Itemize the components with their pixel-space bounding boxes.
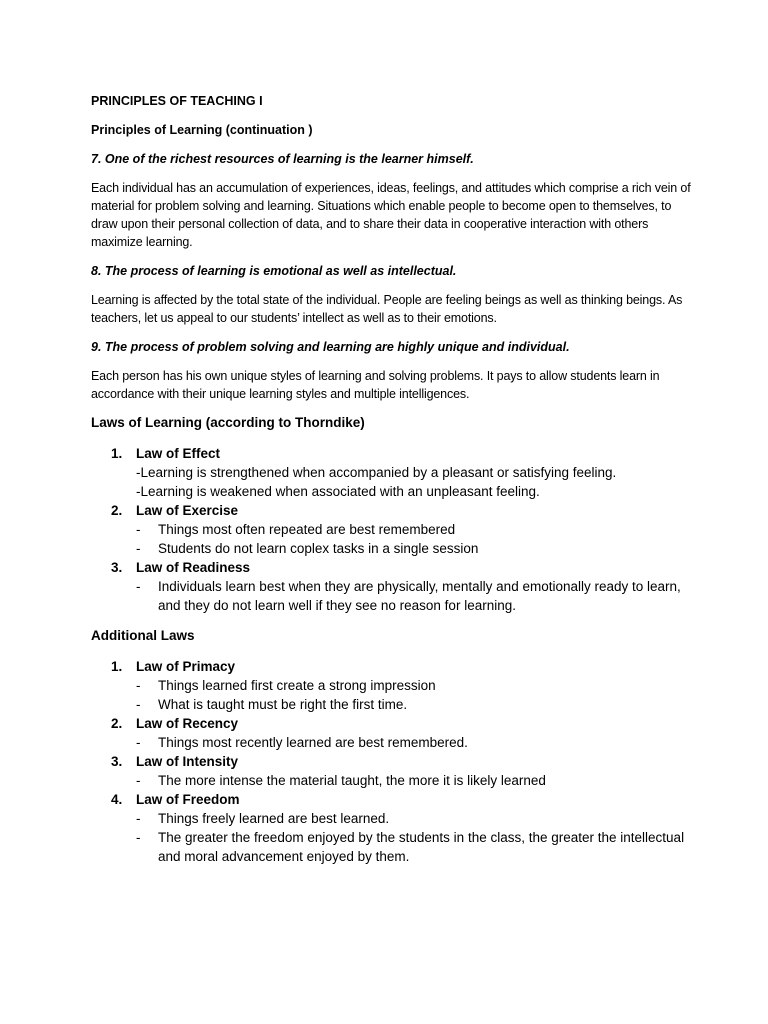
law-name: Law of Recency bbox=[136, 716, 239, 731]
list-item bbox=[136, 733, 691, 752]
list-item bbox=[136, 809, 691, 828]
principle-8 bbox=[91, 262, 691, 327]
law-of-primacy bbox=[91, 657, 691, 714]
law-number: 3. bbox=[111, 754, 123, 769]
law-of-exercise bbox=[91, 501, 691, 558]
dash-bullet: - bbox=[136, 579, 141, 594]
laws-of-learning-heading: Laws of Learning (according to Thorndike) bbox=[91, 415, 365, 430]
law-items bbox=[136, 733, 691, 752]
list-item bbox=[136, 695, 691, 714]
list-item bbox=[136, 828, 691, 866]
principle-body: Learning is affected by the total state of the individual. People are feeling beings as well as thinking beings. As teachers, let us appeal to our students’ intellect as well as to their emotions. bbox=[91, 293, 683, 325]
principle-body: Each individual has an accumulation of experiences, ideas, feelings, and attitudes which comprise a rich vein of material for problem solving and learning. Situations which enable people to become open to themselves, to draw upon their personal collection of data, and to share their data in cooperative interaction with others maximize learning. bbox=[91, 181, 691, 249]
law-of-recency bbox=[91, 714, 691, 752]
list-item-text: Individuals learn best when they are physically, mentally and emotionally ready to learn, and they do not learn well if they see no reason for learning. bbox=[158, 579, 681, 613]
list-item-text: Things freely learned are best learned. bbox=[158, 811, 390, 826]
list-item-text: Things most recently learned are best remembered. bbox=[158, 735, 468, 750]
additional-laws-list bbox=[91, 657, 691, 866]
list-item-text: Things most often repeated are best remembered bbox=[158, 522, 456, 537]
law-number: 1. bbox=[111, 446, 123, 461]
law-line: -Learning is weakened when associated with an unpleasant feeling. bbox=[136, 484, 540, 499]
principle-heading: 9. The process of problem solving and learning are highly unique and individual. bbox=[91, 340, 570, 354]
list-item bbox=[136, 577, 691, 615]
law-of-readiness bbox=[91, 558, 691, 615]
document-subtitle: Principles of Learning (continuation ) bbox=[91, 123, 313, 137]
list-item bbox=[136, 771, 691, 790]
law-items bbox=[136, 771, 691, 790]
law-number: 2. bbox=[111, 503, 123, 518]
dash-bullet: - bbox=[136, 773, 141, 788]
laws-of-learning-list bbox=[91, 444, 691, 615]
principle-7 bbox=[91, 150, 691, 251]
law-number: 4. bbox=[111, 792, 123, 807]
dash-bullet: - bbox=[136, 830, 141, 845]
law-number: 1. bbox=[111, 659, 123, 674]
law-name: Law of Readiness bbox=[136, 560, 251, 575]
law-name: Law of Exercise bbox=[136, 503, 239, 518]
dash-bullet: - bbox=[136, 697, 141, 712]
list-item-text: What is taught must be right the first time. bbox=[158, 697, 408, 712]
law-number: 2. bbox=[111, 716, 123, 731]
law-of-effect bbox=[91, 444, 691, 501]
law-items bbox=[136, 577, 691, 615]
document-title: PRINCIPLES OF TEACHING I bbox=[91, 94, 263, 108]
list-item-text: Students do not learn coplex tasks in a single session bbox=[158, 541, 479, 556]
principle-heading: 7. One of the richest resources of learning is the learner himself. bbox=[91, 152, 474, 166]
dash-bullet: - bbox=[136, 541, 141, 556]
dash-bullet: - bbox=[136, 735, 141, 750]
law-name: Law of Intensity bbox=[136, 754, 239, 769]
law-line: -Learning is strengthened when accompanied by a pleasant or satisfying feeling. bbox=[136, 465, 617, 480]
list-item-text: Things learned first create a strong impression bbox=[158, 678, 436, 693]
law-name: Law of Freedom bbox=[136, 792, 240, 807]
law-of-freedom bbox=[91, 790, 691, 866]
dash-bullet: - bbox=[136, 678, 141, 693]
list-item-text: The greater the freedom enjoyed by the students in the class, the greater the intellectual and moral advancement enjoyed by them. bbox=[158, 830, 685, 864]
law-items bbox=[136, 809, 691, 866]
dash-bullet: - bbox=[136, 811, 141, 826]
law-number: 3. bbox=[111, 560, 123, 575]
law-of-intensity bbox=[91, 752, 691, 790]
list-item-text: The more intense the material taught, the more it is likely learned bbox=[158, 773, 546, 788]
additional-laws-heading: Additional Laws bbox=[91, 628, 195, 643]
principle-heading: 8. The process of learning is emotional as well as intellectual. bbox=[91, 264, 457, 278]
list-item bbox=[136, 676, 691, 695]
document-page bbox=[91, 92, 691, 878]
law-items bbox=[136, 520, 691, 558]
principle-body: Each person has his own unique styles of learning and solving problems. It pays to allow students learn in accordance with their unique learning styles and multiple intelligences. bbox=[91, 369, 660, 401]
law-name: Law of Primacy bbox=[136, 659, 236, 674]
dash-bullet: - bbox=[136, 522, 141, 537]
principle-9 bbox=[91, 338, 691, 403]
list-item bbox=[136, 539, 691, 558]
law-name: Law of Effect bbox=[136, 446, 221, 461]
list-item bbox=[136, 520, 691, 539]
law-items bbox=[136, 676, 691, 714]
